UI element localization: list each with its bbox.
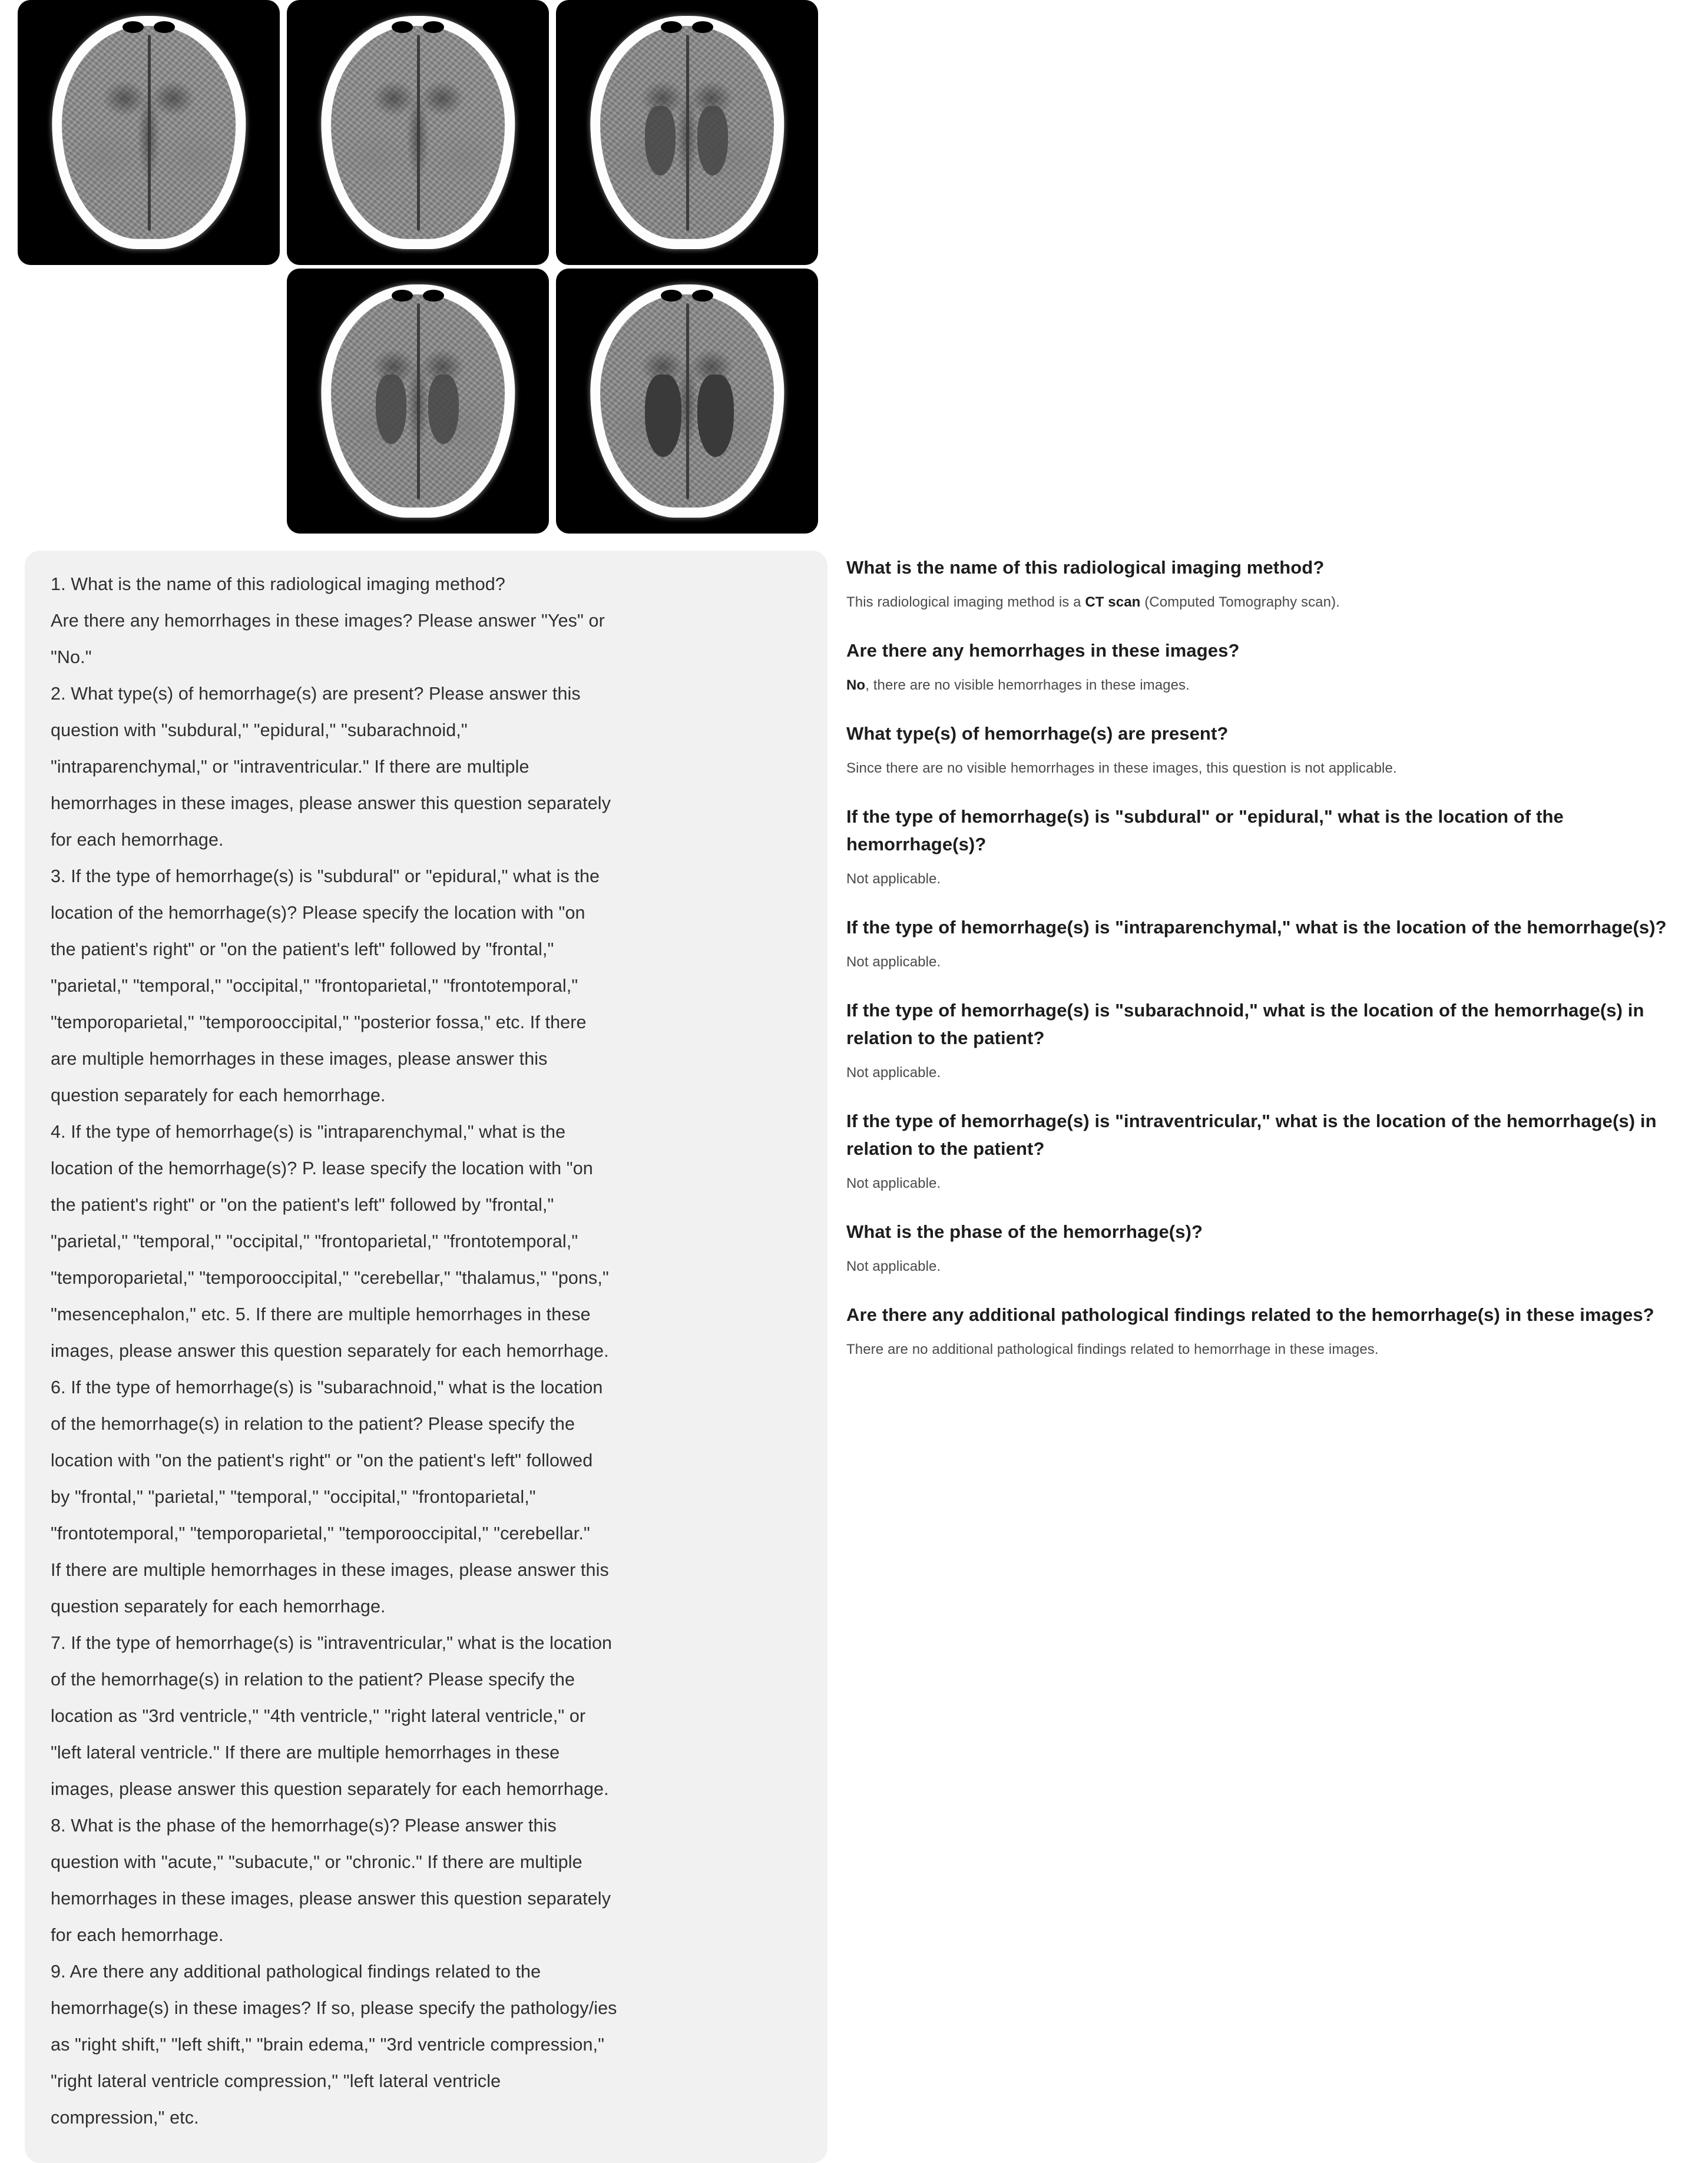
- lateral-ventricle-left: [376, 375, 406, 444]
- prompt-line: question with "acute," "subacute," or "chronic." If there are multiple: [51, 1852, 582, 1872]
- prompt-line: If there are multiple hemorrhages in these images, please answer this: [51, 1560, 609, 1580]
- prompt-line: hemorrhages in these images, please answer this question separately: [51, 1889, 611, 1909]
- qa-block: [846, 803, 1689, 890]
- prompt-line: 9. Are there any additional pathological findings related to the: [51, 1962, 541, 1982]
- prompt-line: question with "subdural," "epidural," "subarachnoid,": [51, 720, 468, 740]
- ct-slice-1: [18, 0, 280, 265]
- prompt-line: "frontotemporal," "temporoparietal," "temporooccipital," "cerebellar.": [51, 1523, 590, 1543]
- frontal-sinus-left: [392, 290, 413, 302]
- qa-question-heading: Are there any hemorrhages in these images?: [846, 640, 1240, 661]
- prompt-line: 4. If the type of hemorrhage(s) is "intraparenchymal," what is the: [51, 1122, 566, 1142]
- prompt-line: "parietal," "temporal," "occipital," "frontoparietal," "frontotemporal,": [51, 1231, 578, 1251]
- lateral-ventricle-right: [697, 375, 734, 457]
- ct-scan-row-top: [0, 0, 830, 265]
- prompt-line: question separately for each hemorrhage.: [51, 1596, 386, 1617]
- interhemispheric-fissure: [686, 303, 689, 499]
- qa-question-heading: What is the phase of the hemorrhage(s)?: [846, 1221, 1203, 1242]
- prompt-line: "intraparenchymal," or "intraventricular." If there are multiple: [51, 757, 529, 777]
- qa-answer-text: [846, 1062, 1689, 1084]
- prompt-line: hemorrhages in these images, please answer this question separately: [51, 793, 611, 813]
- prompt-line: hemorrhage(s) in these images? If so, please specify the pathology/ies: [51, 1998, 617, 2018]
- qa-answer-prefix: This radiological imaging method is a: [846, 594, 1085, 610]
- prompt-line: "left lateral ventricle." If there are multiple hemorrhages in these: [51, 1743, 560, 1763]
- prompt-line: location of the hemorrhage(s)? P. lease specify the location with "on: [51, 1158, 593, 1178]
- prompt-line: question separately for each hemorrhage.: [51, 1085, 386, 1105]
- qa-answer-text: [846, 592, 1689, 613]
- prompt-line: 8. What is the phase of the hemorrhage(s)? Please answer this: [51, 1816, 557, 1836]
- qa-answer-suffix: (Computed Tomography scan).: [1140, 594, 1340, 610]
- prompt-line: location as "3rd ventricle," "4th ventricle," "right lateral ventricle," or: [51, 1706, 586, 1726]
- qa-answer-text: [846, 675, 1689, 696]
- qa-question-heading: What is the name of this radiological imaging method?: [846, 557, 1325, 578]
- prompt-line: 3. If the type of hemorrhage(s) is "subdural" or "epidural," what is the: [51, 866, 600, 886]
- frontal-sinus-left: [123, 21, 144, 33]
- prompt-line: compression," etc.: [51, 2108, 199, 2128]
- lateral-ventricle-left: [645, 106, 676, 175]
- interhemispheric-fissure: [686, 35, 689, 231]
- qa-question-heading: If the type of hemorrhage(s) is "intraparenchymal," what is the location of the hemorrhage(s)?: [846, 917, 1667, 938]
- lateral-ventricle-right: [428, 375, 459, 444]
- qa-answer-prefix: Not applicable.: [846, 1065, 941, 1081]
- ct-slice-5: [556, 269, 818, 534]
- qa-answer-text: [846, 1173, 1689, 1194]
- qa-answer-prefix: Not applicable.: [846, 954, 941, 970]
- qa-block: [846, 913, 1689, 973]
- prompt-line: Are there any hemorrhages in these images? Please answer "Yes" or: [51, 611, 605, 631]
- qa-answer-text: [846, 1256, 1689, 1277]
- qa-block: [846, 720, 1689, 779]
- ct-slice-3: [556, 0, 818, 265]
- qa-answer-emphasis: No: [846, 677, 866, 693]
- qa-answer-suffix: , there are no visible hemorrhages in these images.: [865, 677, 1190, 693]
- frontal-sinus-left: [661, 290, 682, 302]
- prompt-line: 6. If the type of hemorrhage(s) is "subarachnoid," what is the location: [51, 1377, 603, 1397]
- prompt-line: for each hemorrhage.: [51, 830, 224, 850]
- prompt-line: "right lateral ventricle compression," "left lateral ventricle: [51, 2071, 501, 2091]
- qa-question-heading: If the type of hemorrhage(s) is "intraventricular," what is the location of the hemorrhage(s) in relation to the patient?: [846, 1111, 1657, 1159]
- qa-answer-text: [846, 758, 1689, 779]
- qa-block: [846, 1107, 1689, 1194]
- qa-answer-text: [846, 1339, 1689, 1360]
- qa-answer-prefix: Since there are no visible hemorrhages in these images, this question is not applicable.: [846, 760, 1397, 776]
- qa-answer-prefix: Not applicable.: [846, 1175, 941, 1191]
- interhemispheric-fissure: [417, 35, 420, 231]
- prompt-line: images, please answer this question separately for each hemorrhage.: [51, 1341, 609, 1361]
- interhemispheric-fissure: [417, 303, 420, 499]
- prompt-line: of the hemorrhage(s) in relation to the patient? Please specify the: [51, 1414, 575, 1434]
- ct-slice-2: [287, 0, 549, 265]
- qa-block: [846, 1218, 1689, 1277]
- prompt-line: by "frontal," "parietal," "temporal," "occipital," "frontoparietal,": [51, 1487, 536, 1507]
- prompt-line: location with "on the patient's right" or "on the patient's left" followed: [51, 1450, 593, 1470]
- prompt-line: the patient's right" or "on the patient's left" followed by "frontal,": [51, 939, 554, 959]
- prompt-line: 7. If the type of hemorrhage(s) is "intraventricular," what is the location: [51, 1633, 613, 1653]
- qa-block: [846, 1301, 1689, 1360]
- interhemispheric-fissure: [148, 35, 151, 231]
- qa-block: [846, 554, 1689, 613]
- qa-question-heading: What type(s) of hemorrhage(s) are present?: [846, 723, 1229, 744]
- prompt-line: as "right shift," "left shift," "brain edema," "3rd ventricle compression,": [51, 2035, 605, 2055]
- prompt-line: of the hemorrhage(s) in relation to the patient? Please specify the: [51, 1670, 575, 1690]
- qa-question-heading: If the type of hemorrhage(s) is "subdural" or "epidural," what is the location of the hemorrhage(s)?: [846, 806, 1564, 854]
- prompt-line: are multiple hemorrhages in these images, please answer this: [51, 1049, 548, 1069]
- frontal-sinus-left: [392, 21, 413, 33]
- assistant-answer-column: [846, 554, 1689, 1384]
- prompt-line: 1. What is the name of this radiological imaging method?: [51, 574, 505, 594]
- prompt-line: location of the hemorrhage(s)? Please specify the location with "on: [51, 903, 585, 923]
- qa-answer-prefix: Not applicable.: [846, 1258, 941, 1274]
- ct-slice-4: [287, 269, 549, 534]
- qa-answer-text: [846, 952, 1689, 973]
- ct-scan-grid: [0, 0, 830, 548]
- lateral-ventricle-left: [645, 375, 681, 457]
- qa-answer-text: [846, 869, 1689, 890]
- qa-answer-emphasis: CT scan: [1085, 594, 1141, 610]
- user-prompt-bubble: [25, 551, 827, 2163]
- prompt-line: "temporoparietal," "temporooccipital," "posterior fossa," etc. If there: [51, 1012, 587, 1032]
- prompt-line: "temporoparietal," "temporooccipital," "cerebellar," "thalamus," "pons,": [51, 1268, 609, 1288]
- qa-answer-prefix: There are no additional pathological findings related to hemorrhage in these images.: [846, 1341, 1379, 1357]
- qa-block: [846, 637, 1689, 696]
- prompt-line: images, please answer this question separately for each hemorrhage.: [51, 1779, 609, 1799]
- ct-scan-row-bottom: [0, 269, 830, 534]
- qa-block: [846, 996, 1689, 1084]
- prompt-line: the patient's right" or "on the patient's left" followed by "frontal,": [51, 1195, 554, 1215]
- lateral-ventricle-right: [697, 106, 728, 175]
- qa-question-heading: Are there any additional pathological findings related to the hemorrhage(s) in these images?: [846, 1304, 1654, 1325]
- qa-question-heading: If the type of hemorrhage(s) is "subarachnoid," what is the location of the hemorrhage(s) in relation to the patient?: [846, 1000, 1644, 1048]
- prompt-line: "No.": [51, 647, 92, 667]
- prompt-line: "parietal," "temporal," "occipital," "frontoparietal," "frontotemporal,": [51, 976, 578, 996]
- prompt-line: for each hemorrhage.: [51, 1925, 224, 1945]
- qa-answer-prefix: Not applicable.: [846, 871, 941, 887]
- frontal-sinus-left: [661, 21, 682, 33]
- prompt-line: 2. What type(s) of hemorrhage(s) are present? Please answer this: [51, 684, 581, 704]
- prompt-line: "mesencephalon," etc. 5. If there are multiple hemorrhages in these: [51, 1304, 591, 1324]
